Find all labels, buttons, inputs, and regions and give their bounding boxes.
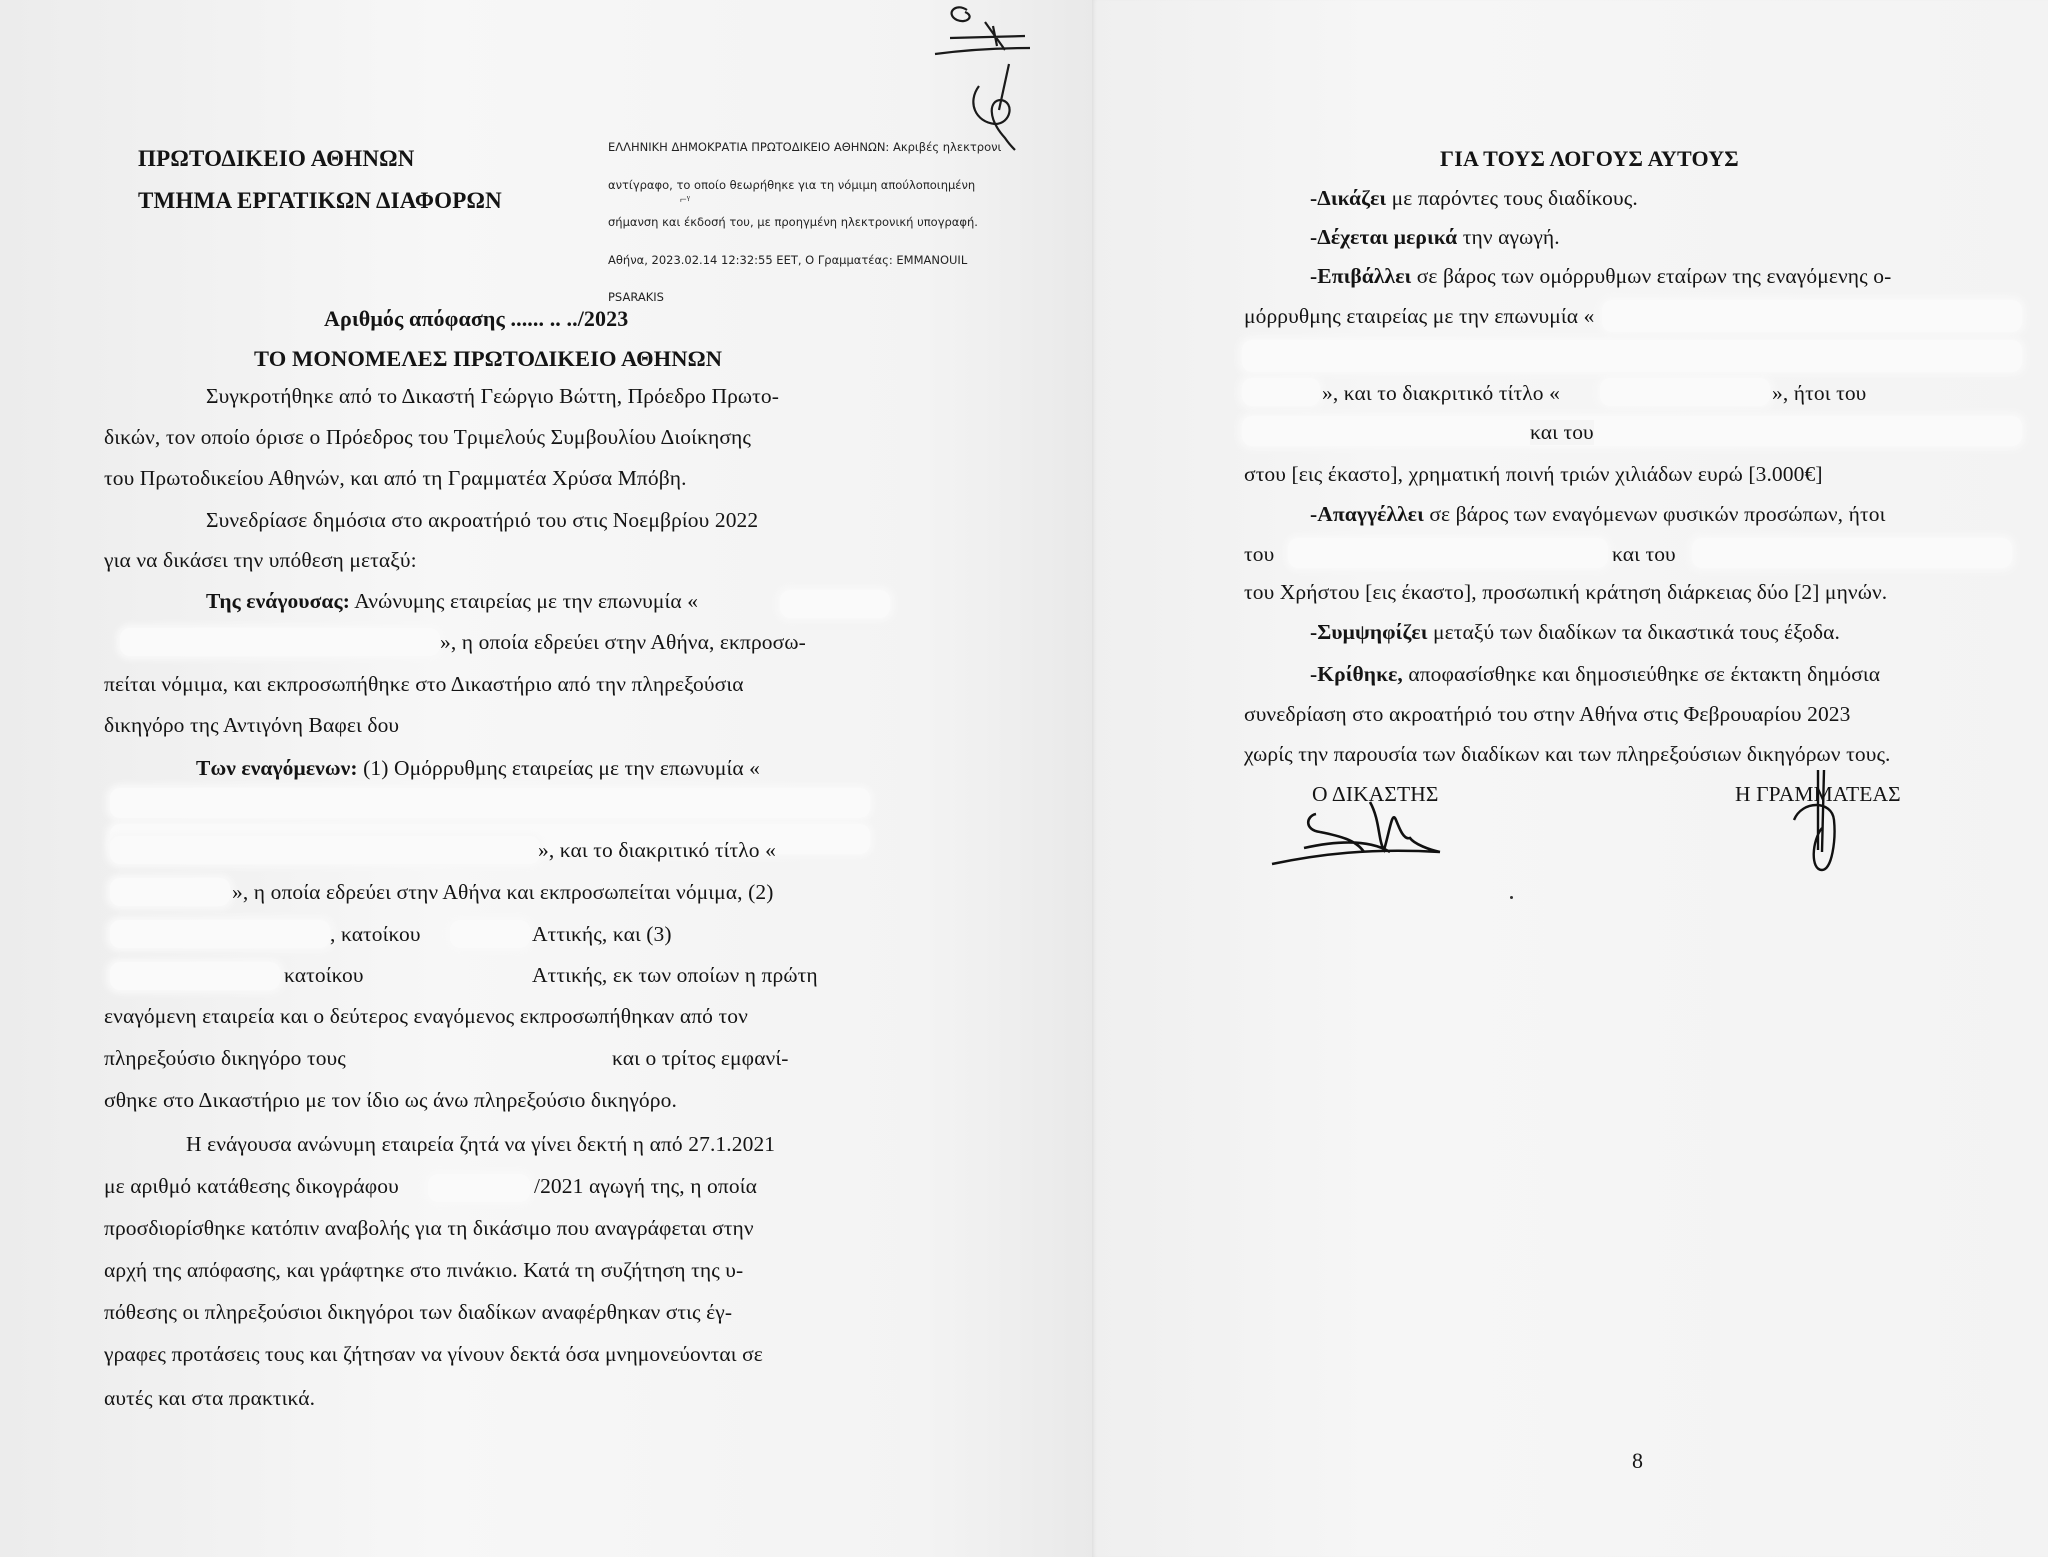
text-line: και του — [1530, 420, 1594, 444]
right-page — [1092, 0, 2048, 1557]
text-line: σθηκε στο Δικαστήριο με τον ίδιο ως άνω πληρεξούσιο δικηγόρο. — [104, 1088, 677, 1112]
text-line: αρχή της απόφασης, και γράφτηκε στο πινάκιο. Κατά τη συζήτηση της υ- — [104, 1258, 744, 1282]
secretary-signature-icon — [1792, 770, 1862, 880]
redaction — [110, 836, 540, 864]
text-line: χωρίς την παρουσία των διαδίκων και των πληρεξούσιων δικηγόρων τους. — [1244, 742, 1891, 766]
plaintiff-label: Της ενάγουσας: — [206, 589, 350, 613]
redaction — [780, 590, 890, 618]
text-line: Αττικής, και (3) — [532, 922, 672, 946]
plaintiff-line — [206, 589, 698, 614]
text-line: και του — [1612, 542, 1676, 566]
redaction — [1242, 378, 1320, 406]
ruling-text: με παρόντες τους διαδίκους. — [1386, 186, 1638, 210]
text-line: και ο τρίτος εμφανί- — [612, 1046, 789, 1070]
stamp-line: PSARAKIS — [608, 290, 664, 304]
text-line: Συγκροτήθηκε από το Δικαστή Γεώργιο Βώττη, Πρόεδρο Πρωτο- — [206, 384, 780, 408]
plaintiff-text: Ανώνυμης εταιρείας με την επωνυμία « — [354, 589, 699, 613]
text-line: κατοίκου — [284, 963, 364, 987]
text-line: , κατοίκου — [330, 922, 421, 946]
redaction — [450, 920, 530, 948]
text-line: πόθεσης οι πληρεξούσιοι δικηγόροι των διαδίκων αναφέρθηκαν στις έγ- — [104, 1300, 733, 1324]
redaction — [1692, 538, 2012, 568]
defendants-label: Των εναγόμενων: — [196, 756, 358, 780]
redaction — [1242, 416, 2022, 446]
text-line: γραφες προτάσεις τους και ζήτησαν να γίνουν δεκτά όσα μνημονεύονται σε — [104, 1342, 763, 1366]
defendants-text: (1) Ομόρρυθμης εταιρείας με την επωνυμία « — [363, 756, 761, 780]
redaction — [428, 1174, 530, 1202]
text-line: με αριθμό κατάθεσης δικογράφου — [104, 1174, 399, 1198]
text-line: συνεδρίαση στο ακροατήριό του στην Αθήνα στις Φεβρουαρίου 2023 — [1244, 702, 1851, 726]
speck — [1510, 896, 1513, 899]
text-line: για να δικάσει την υπόθεση μεταξύ: — [104, 548, 417, 572]
stamp-line: σήμανση και έκδοσή του, με προηγμένη ηλεκτρονική υπογραφή. — [608, 215, 978, 229]
electronic-copy-stamp — [608, 116, 1001, 329]
ruling-verb: -Κρίθηκε, — [1310, 662, 1403, 686]
operative-heading: ΓΙΑ ΤΟΥΣ ΛΟΓΟΥΣ ΑΥΤΟΥΣ — [1440, 146, 1739, 171]
text-line: Η ενάγουσα ανώνυμη εταιρεία ζητά να γίνει δεκτή η από 27.1.2021 — [186, 1132, 776, 1156]
redaction — [110, 788, 870, 818]
stamp-line: ΕΛΛΗΝΙΚΗ ΔΗΜΟΚΡΑΤΙΑ ΠΡΩΤΟΔΙΚΕΙΟ ΑΘΗΝΩΝ: Ακριβές ηλεκτρονι — [608, 140, 1002, 154]
ruling-item — [1310, 502, 1885, 527]
ruling-text: αποφασίσθηκε και δημοσιεύθηκε σε έκτακτη δημόσια — [1402, 662, 1881, 686]
ruling-text: σε βάρος των εναγόμενων φυσικών προσώπων, ήτοι — [1423, 502, 1886, 526]
redaction — [1602, 300, 2022, 332]
text-line: του Πρωτοδικείου Αθηνών, και από τη Γραμματέα Χρύσα Μπόβη. — [104, 466, 687, 490]
defendants-line — [196, 756, 760, 781]
court-title: ΤΟ ΜΟΝΟΜΕΛΕΣ ΠΡΩΤΟΔΙΚΕΙΟ ΑΘΗΝΩΝ — [254, 346, 723, 371]
redaction — [1600, 378, 1770, 406]
ruling-text: μεταξύ των διαδίκων τα δικαστικά τους έξοδα. — [1427, 620, 1840, 644]
redaction — [1288, 538, 1608, 568]
ruling-text: την αγωγή. — [1457, 225, 1560, 249]
ruling-item — [1310, 620, 1840, 645]
court-name: ΠΡΩΤΟΔΙΚΕΙΟ ΑΘΗΝΩΝ — [138, 146, 415, 171]
ruling-item — [1310, 225, 1560, 250]
ruling-item — [1310, 186, 1638, 211]
redaction — [120, 628, 440, 656]
text-line: αυτές και στα πρακτικά. — [104, 1386, 316, 1410]
ruling-verb: -Δικάζει — [1310, 186, 1387, 210]
text-line: δικηγόρο της Αντιγόνη Βαφει δου — [104, 713, 400, 737]
ruling-verb: -Δέχεται μερικά — [1310, 225, 1458, 249]
judge-signature-icon — [1260, 800, 1460, 870]
court-department: ΤΜΗΜΑ ΕΡΓΑΤΙΚΩΝ ΔΙΑΦΟΡΩΝ — [138, 188, 502, 213]
text-line: πληρεξούσιο δικηγόρο τους — [104, 1046, 346, 1070]
redaction — [110, 878, 230, 906]
text-line: του — [1244, 542, 1275, 566]
redaction — [110, 962, 280, 990]
text-line: μόρρυθμης εταιρείας με την επωνυμία « — [1244, 304, 1595, 328]
text-line: », η οποία εδρεύει στην Αθήνα και εκπροσωπείται νόμιμα, (2) — [232, 880, 774, 904]
text-line: Συνεδρίασε δημόσια στο ακροατήριό του στις Νοεμβρίου 2022 — [206, 508, 759, 532]
text-line: /2021 αγωγή της, η οποία — [534, 1174, 757, 1198]
text-line: του Χρήστου [εις έκαστο], προσωπική κράτηση διάρκειας δύο [2] μηνών. — [1244, 580, 1888, 604]
redaction — [1242, 340, 2022, 372]
text-line: », η οποία εδρεύει στην Αθήνα, εκπροσω- — [440, 630, 806, 654]
text-line: Αττικής, εκ των οποίων η πρώτη — [532, 963, 818, 987]
ruling-verb: -Επιβάλλει — [1310, 264, 1412, 288]
page-number: 8 — [1632, 1448, 1643, 1473]
text-line: εναγόμενη εταιρεία και ο δεύτερος εναγόμενος εκπροσωπήθηκαν από τον — [104, 1004, 748, 1028]
stamp-signature-icon — [895, 2, 1035, 62]
text-line: πείται νόμιμα, και εκπροσωπήθηκε στο Δικαστήριο από την πληρεξούσια — [104, 672, 744, 696]
text-line: », ήτοι του — [1772, 381, 1867, 405]
ruling-verb: -Συμψηφίζει — [1310, 620, 1428, 644]
decision-number: Αριθμός απόφασης ...... .. ../2023 — [324, 306, 629, 331]
text-line: », και το διακριτικό τίτλο « — [538, 838, 776, 862]
stamp-line: Αθήνα, 2023.02.14 12:32:55 EET, Ο Γραμματέας: EMMANOUIL — [608, 252, 968, 267]
secretary-label: Η ΓΡΑΜΜΑΤΕΑΣ — [1735, 782, 1901, 806]
text-line: προσδιορίσθηκε κατόπιν αναβολής για τη δικάσιμο που αναγράφεται στην — [104, 1216, 754, 1240]
stamp-mark-icon: ⌐ᵞ — [680, 192, 690, 206]
text-line: στου [εις έκαστο], χρηματική ποινή τριών χιλιάδων ευρώ [3.000€] — [1244, 462, 1823, 486]
ruling-item — [1310, 264, 1891, 289]
redaction — [110, 920, 330, 948]
ruling-item — [1310, 662, 1880, 687]
judge-label: Ο ΔΙΚΑΣΤΗΣ — [1312, 782, 1439, 806]
text-line: δικών, τον οποίο όρισε ο Πρόεδρος του Τριμελούς Συμβουλίου Διοίκησης — [104, 425, 751, 449]
stamp-line: αντίγραφο, το οποίο θεωρήθηκε για τη νόμιμη απούλοποιημένη — [608, 177, 976, 192]
ruling-verb: -Απαγγέλλει — [1310, 502, 1424, 526]
text-line: », και το διακριτικό τίτλο « — [1322, 381, 1560, 405]
ruling-text: σε βάρος των ομόρρυθμων εταίρων της εναγόμενης ο- — [1411, 264, 1892, 288]
